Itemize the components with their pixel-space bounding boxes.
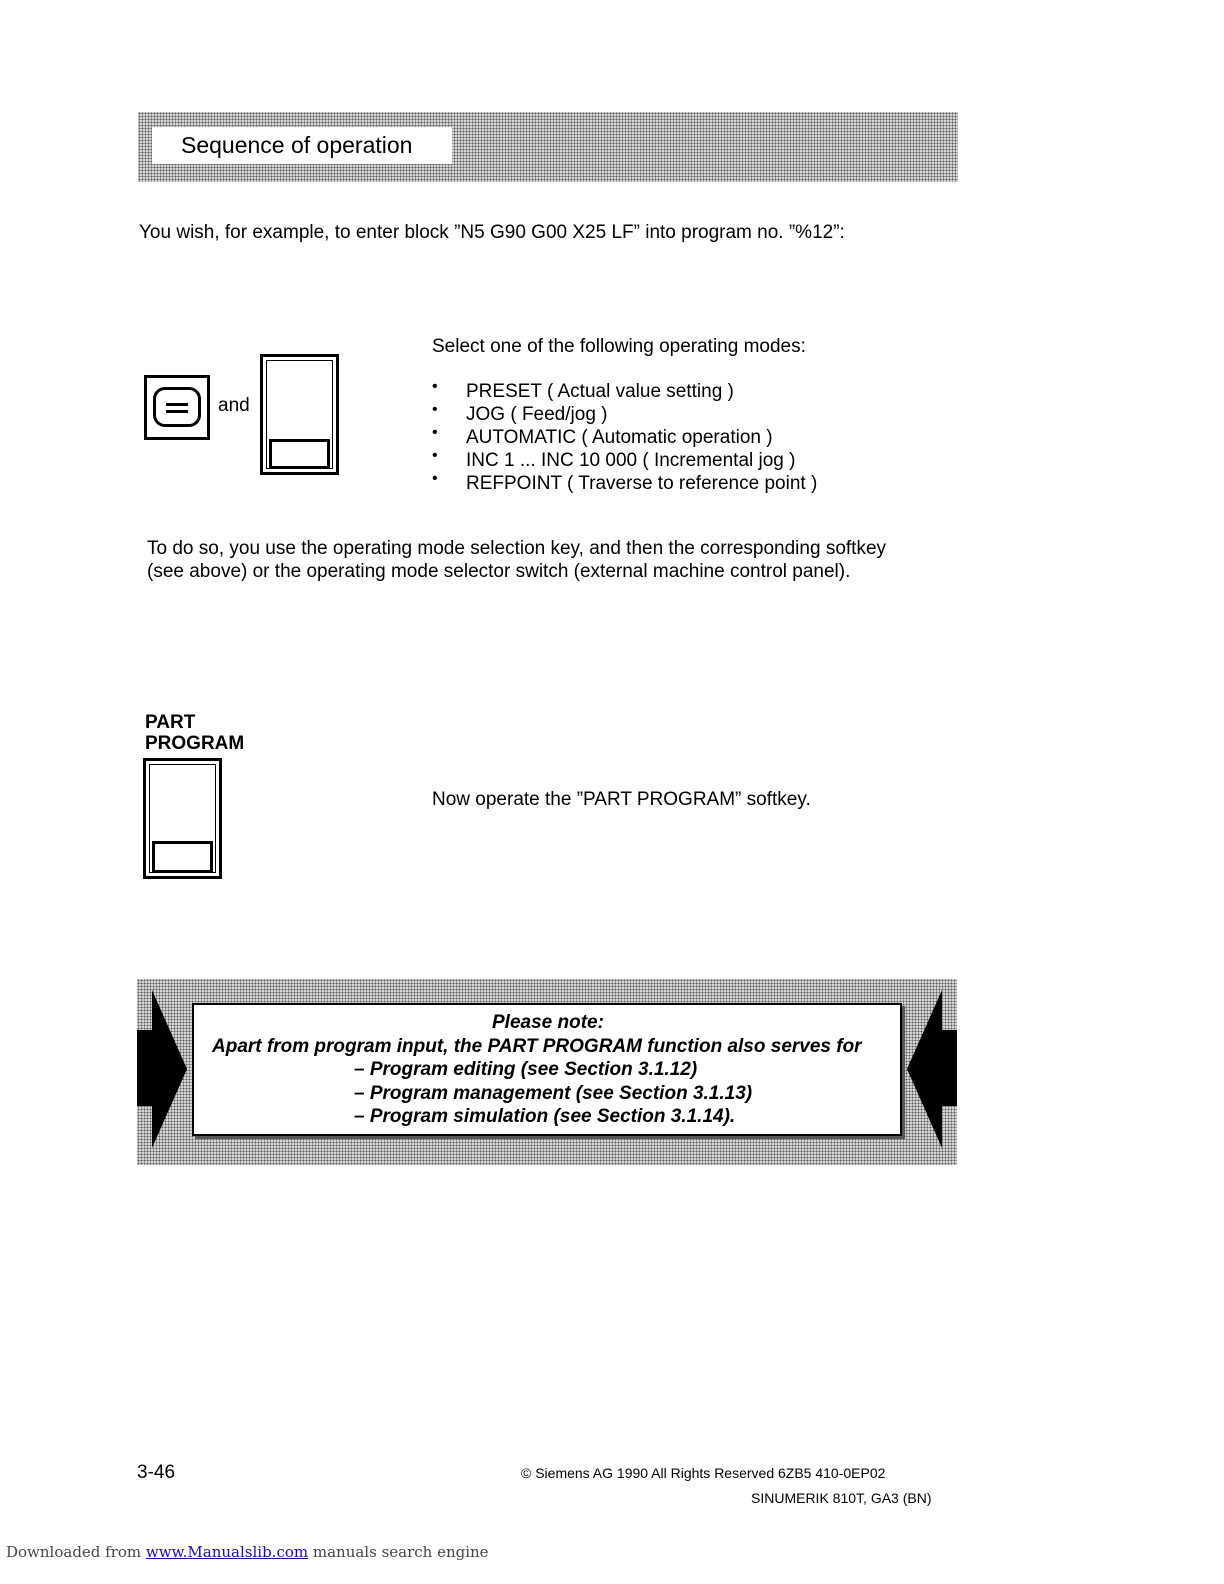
list-item: • REFPOINT ( Traverse to reference point ) <box>432 472 817 495</box>
and-label: and <box>218 395 250 416</box>
list-item: • JOG ( Feed/jog ) <box>432 403 817 426</box>
section-title: Sequence of operation <box>152 127 452 164</box>
part-program-label: PART PROGRAM <box>145 712 245 754</box>
explanation-text: To do so, you use the operating mode selection key, and then the corresponding softkey (see above) or the operating mode selector switch (external machine control panel). <box>147 538 887 582</box>
bullet-icon: • <box>432 378 438 395</box>
download-note: Downloaded from www.Manualslib.com manuals search engine <box>6 1543 489 1561</box>
list-item: • PRESET ( Actual value setting ) <box>432 380 817 403</box>
modes-list <box>432 380 817 495</box>
softkey-icon <box>260 354 339 475</box>
part-program-softkey-icon <box>143 758 222 879</box>
manual-title: SINUMERIK 810T, GA3 (BN) <box>751 1490 932 1506</box>
arrow-left-icon <box>905 990 957 1148</box>
bullet-icon: • <box>432 424 438 441</box>
page-number: 3-46 <box>137 1462 176 1483</box>
bullet-icon: • <box>432 401 438 418</box>
operating-mode-key-icon <box>144 375 210 440</box>
copyright: © Siemens AG 1990 All Rights Reserved 6ZB5 410-0EP02 <box>521 1465 886 1481</box>
note-title: Please note: <box>492 1012 604 1033</box>
list-item: • AUTOMATIC ( Automatic operation ) <box>432 426 817 449</box>
note-box <box>192 1003 902 1136</box>
note-line: – Program editing (see Section 3.1.12) <box>354 1059 698 1080</box>
part-program-instruction: Now operate the ”PART PROGRAM” softkey. <box>432 789 811 810</box>
note-line: – Program management (see Section 3.1.13) <box>354 1083 753 1104</box>
note-line: Apart from program input, the PART PROGRAM function also serves for <box>212 1036 862 1057</box>
bullet-icon: • <box>432 470 438 487</box>
arrow-right-icon <box>137 990 189 1148</box>
modes-intro: Select one of the following operating modes: <box>432 336 806 357</box>
intro-text: You wish, for example, to enter block ”N5 G90 G00 X25 LF” into program no. ”%12”: <box>139 222 845 243</box>
list-item: • INC 1 ... INC 10 000 ( Incremental jog ) <box>432 449 817 472</box>
manualslib-link[interactable]: www.Manualslib.com <box>145 1543 309 1561</box>
bullet-icon: • <box>432 447 438 464</box>
note-line: – Program simulation (see Section 3.1.14). <box>354 1106 736 1127</box>
